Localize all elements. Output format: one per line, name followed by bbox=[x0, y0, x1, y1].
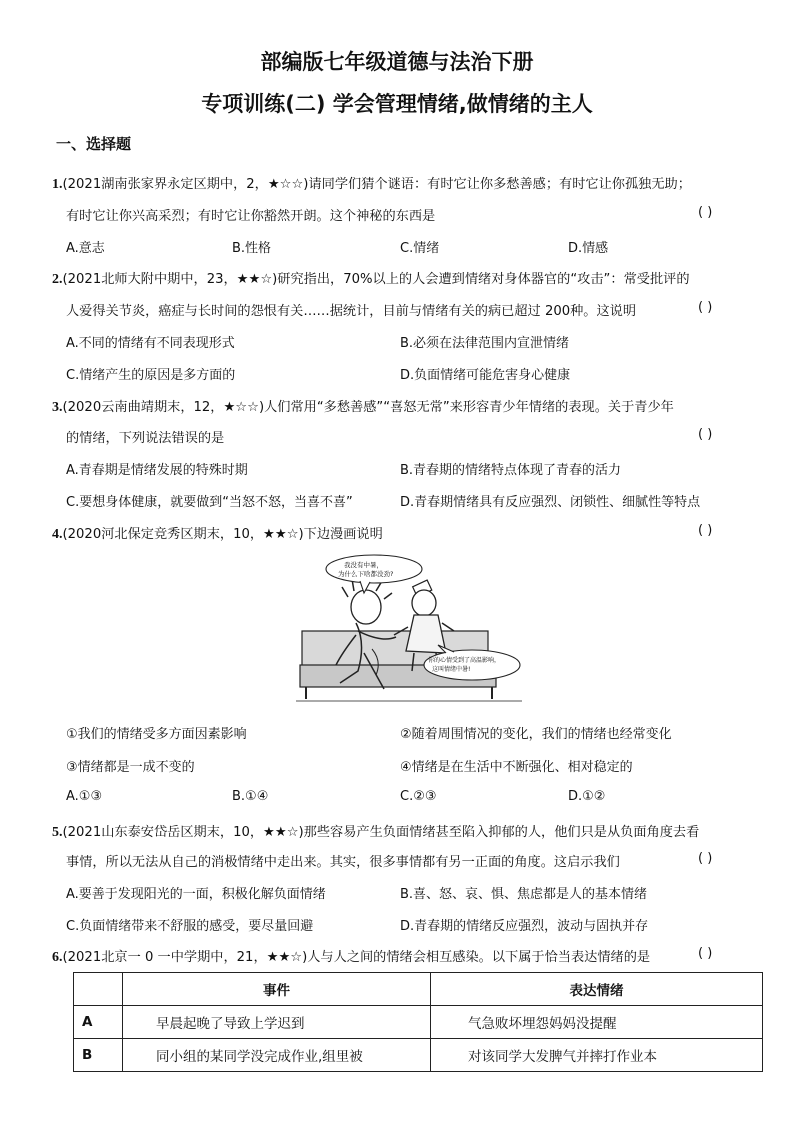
table-header: 表达情绪 bbox=[431, 973, 763, 1006]
question-6 bbox=[52, 946, 650, 966]
question-number: 1. bbox=[52, 177, 63, 192]
statement-3: ③情绪都是一成不变的 bbox=[66, 760, 195, 775]
question-text: (2020云南曲靖期末，12，★☆☆)人们常用“多愁善感”“喜怒无常”来形容青少年情绪的表现。关于青少年 bbox=[62, 400, 674, 415]
question-number: 2. bbox=[52, 272, 63, 287]
answer-blank: ( ) bbox=[698, 205, 713, 220]
option-c: C.负面情绪带来不舒服的感受，要尽量回避 bbox=[66, 919, 314, 934]
question-number: 6. bbox=[52, 950, 63, 965]
question-4 bbox=[52, 523, 383, 543]
question-text: (2021北师大附中期中，23，★★☆)研究指出，70%以上的人会遭到情绪对身体器官的“攻击”：常受批评的 bbox=[62, 272, 690, 287]
bubble-text: 这叫情绪中暑! bbox=[432, 666, 471, 673]
question-number: 5. bbox=[52, 825, 63, 840]
question-number: 4. bbox=[52, 527, 63, 542]
cartoon-illustration bbox=[296, 553, 522, 705]
expression-cell: 对该同学大发脾气并摔打作业本 bbox=[431, 1039, 763, 1072]
option-a: A.要善于发现阳光的一面，积极化解负面情绪 bbox=[66, 887, 326, 902]
row-label: B bbox=[74, 1039, 123, 1072]
emotion-table bbox=[73, 972, 763, 1072]
question-text: 的情绪，下列说法错误的是 bbox=[66, 431, 225, 446]
answer-blank: ( ) bbox=[698, 946, 713, 961]
question-text: (2020河北保定竞秀区期末，10，★★☆)下边漫画说明 bbox=[62, 527, 383, 542]
page-title: 部编版七年级道德与法治下册 bbox=[260, 50, 534, 74]
question-number: 3. bbox=[52, 400, 63, 415]
option-a: A.青春期是情绪发展的特殊时期 bbox=[66, 463, 248, 478]
answer-blank: ( ) bbox=[698, 427, 713, 442]
table-header-row bbox=[74, 973, 763, 1006]
table-row bbox=[74, 1006, 763, 1039]
question-text: (2021湖南张家界永定区期中，2，★☆☆)请同学们猜个谜语：有时它让你多愁善感；有时它让你孤独无助； bbox=[62, 177, 691, 192]
row-label: A bbox=[74, 1006, 123, 1039]
answer-blank: ( ) bbox=[698, 851, 713, 866]
question-2 bbox=[52, 268, 690, 288]
speech-bubble-patient bbox=[326, 555, 422, 593]
expression-cell: 气急败坏埋怨妈妈没提醒 bbox=[431, 1006, 763, 1039]
question-text: 事情，所以无法从自己的消极情绪中走出来。其实，很多事情都有另一正面的角度。这启示我们 bbox=[66, 855, 620, 870]
question-text: 人爱得关节炎，癌症与长时间的怨恨有关……据统计，目前与情绪有关的病已超过 200种。这说明 bbox=[66, 304, 637, 319]
option-a: A.不同的情绪有不同表现形式 bbox=[66, 336, 235, 351]
option-d: D.青春期的情绪反应强烈，波动与固执并存 bbox=[400, 919, 649, 934]
table-header bbox=[74, 973, 123, 1006]
statement-1: ①我们的情绪受多方面因素影响 bbox=[66, 727, 247, 742]
option-b: B.性格 bbox=[232, 241, 272, 256]
answer-blank: ( ) bbox=[698, 300, 713, 315]
option-b: B.青春期的情绪特点体现了青春的活力 bbox=[400, 463, 622, 478]
option-a: A.意志 bbox=[66, 241, 105, 256]
table-header: 事件 bbox=[123, 973, 431, 1006]
question-text: (2021北京一 0 一中学期中，21，★★☆)人与人之间的情绪会相互感染。以下属于恰当表达情绪的是 bbox=[62, 950, 651, 965]
option-c: C.情绪产生的原因是多方面的 bbox=[66, 368, 236, 383]
option-d: D.①② bbox=[568, 789, 606, 804]
question-3 bbox=[52, 396, 674, 416]
question-text: (2021山东泰安岱岳区期末，10，★★☆)那些容易产生负面情绪甚至陷入抑郁的人，他们只是从负面角度去看 bbox=[62, 825, 700, 840]
statement-2: ②随着周围情况的变化，我们的情绪也经常变化 bbox=[400, 727, 672, 742]
option-b: B.①④ bbox=[232, 789, 269, 804]
option-d: D.负面情绪可能危害身心健康 bbox=[400, 368, 571, 383]
option-c: C.情绪 bbox=[400, 241, 440, 256]
section-heading: 一、选择题 bbox=[56, 135, 132, 153]
option-d: D.青春期情绪具有反应强烈、闭锁性、细腻性等特点 bbox=[400, 495, 701, 510]
bubble-text: 我没有中暑， bbox=[344, 561, 383, 569]
option-b: B.必须在法律范围内宣泄情绪 bbox=[400, 336, 570, 351]
event-cell: 同小组的某同学没完成作业,组里被 bbox=[123, 1039, 431, 1072]
question-1 bbox=[52, 173, 691, 193]
option-d: D.情感 bbox=[568, 241, 609, 256]
question-text: 有时它让你兴高采烈；有时它让你豁然开朗。这个神秘的东西是 bbox=[66, 209, 436, 224]
option-c: C.要想身体健康，就要做到“当怒不怒，当喜不喜” bbox=[66, 495, 353, 510]
question-5 bbox=[52, 821, 699, 841]
bubble-text: 为什么下啥都没劲? bbox=[338, 570, 394, 578]
event-cell: 早晨起晚了导致上学迟到 bbox=[123, 1006, 431, 1039]
option-c: C.②③ bbox=[400, 789, 437, 804]
option-b: B.喜、怒、哀、惧、焦虑都是人的基本情绪 bbox=[400, 887, 648, 902]
statement-4: ④情绪是在生活中不断强化、相对稳定的 bbox=[400, 760, 633, 775]
page-subtitle: 专项训练(二) 学会管理情绪,做情绪的主人 bbox=[201, 92, 593, 116]
bubble-text: 你的心情受到了高温影响， bbox=[428, 657, 501, 664]
answer-blank: ( ) bbox=[698, 523, 713, 538]
table-row bbox=[74, 1039, 763, 1072]
option-a: A.①③ bbox=[66, 789, 103, 804]
